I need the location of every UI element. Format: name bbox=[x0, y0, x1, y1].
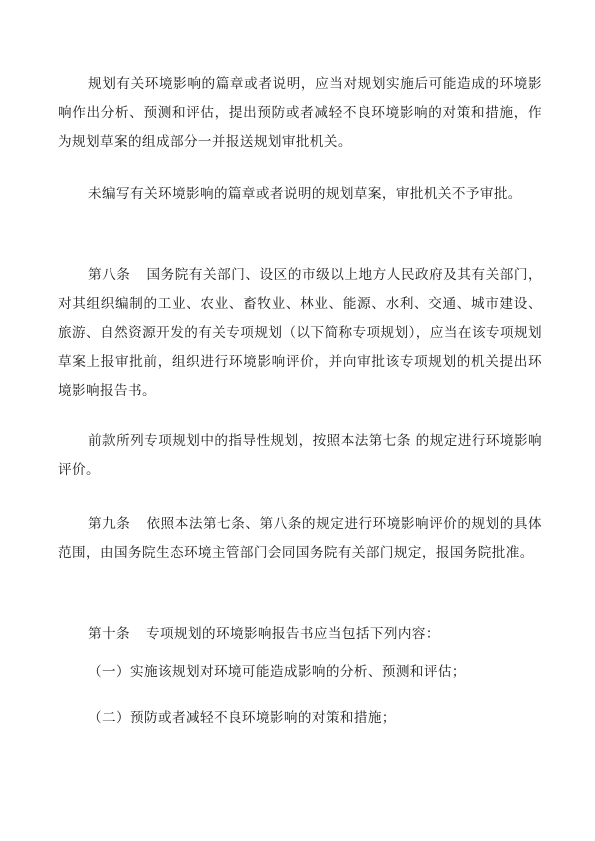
list-item-1: （一）实施该规划对环境可能造成影响的分析、预测和评估； bbox=[88, 664, 466, 680]
paragraph-article-10: 第十条 专项规划的环境影响报告书应当包括下列内容： bbox=[88, 626, 440, 642]
paragraph-article-9: 第九条 依照本法第七条、第八条的规定进行环境影响评价的规划的具体范围，由国务院生态环境主管部门会同国务院有关部门规定，报国务院批准。 bbox=[58, 516, 542, 561]
article-number: 第十条 bbox=[88, 626, 130, 642]
list-item-2: （二）预防或者减轻不良环境影响的对策和措施； bbox=[88, 710, 396, 726]
paragraph-guidance-plans: 前款所列专项规划中的指导性规划，按照本法第七条 的规定进行环境影响评价。 bbox=[58, 433, 542, 478]
article-number: 第九条 bbox=[88, 516, 131, 532]
paragraph-no-approval: 未编写有关环境影响的篇章或者说明的规划草案，审批机关不予审批。 bbox=[88, 186, 522, 202]
paragraph-env-impact-chapter: 规划有关环境影响的篇章或者说明，应当对规划实施后可能造成的环境影响作出分析、预测和评估，提出预防或者减轻不良环境影响的对策和措施，作为规划草案的组成部分一并报送规划审批机关。 bbox=[58, 76, 542, 150]
paragraph-article-8: 第八条 国务院有关部门、设区的市级以上地方人民政府及其有关部门，对其组织编制的工业、农业、畜牧业、林业、能源、水利、交通、城市建设、旅游、自然资源开发的有关专项规划（以下简称专项规划），应当在该专项规划草案上报审批前，组织进行环境影响评价，并向审批该专项规划的机关提出环境影响报告书。 bbox=[58, 267, 542, 399]
article-number: 第八条 bbox=[88, 267, 131, 283]
